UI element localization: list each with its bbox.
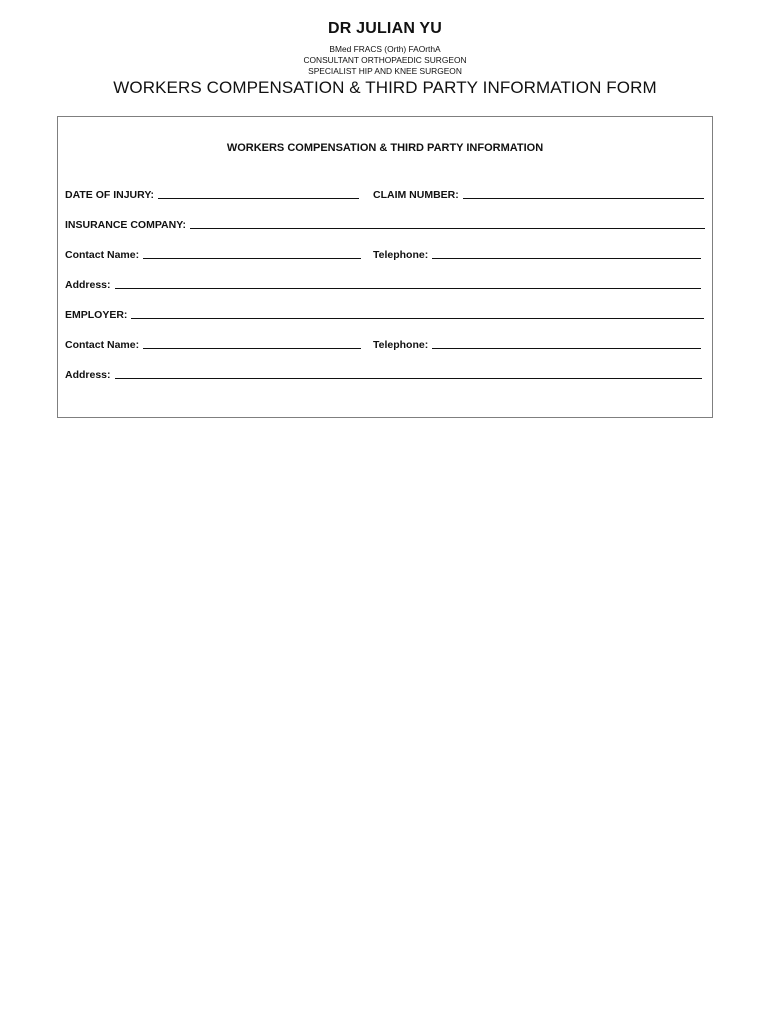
doctor-name: DR JULIAN YU bbox=[327, 20, 443, 37]
employer-label: EMPLOYER: bbox=[65, 309, 128, 321]
employer-address-label: Address: bbox=[65, 369, 111, 381]
employer-telephone-input[interactable] bbox=[432, 338, 701, 349]
credential-role: CONSULTANT ORTHOPAEDIC SURGEON bbox=[303, 55, 467, 65]
claim-number-label: CLAIM NUMBER: bbox=[373, 189, 459, 201]
insurance-company-field bbox=[65, 217, 705, 231]
form-section-title: WORKERS COMPENSATION & THIRD PARTY INFORMATION bbox=[226, 142, 544, 154]
employer-contact-name-label: Contact Name: bbox=[65, 339, 140, 351]
form-title: WORKERS COMPENSATION & THIRD PARTY INFORMATION FORM bbox=[113, 78, 657, 97]
credential-degrees: BMed FRACS (Orth) FAOrthA bbox=[329, 44, 441, 54]
date-of-injury-input[interactable] bbox=[158, 188, 359, 199]
insurer-address-label: Address: bbox=[65, 279, 111, 291]
employer-input[interactable] bbox=[131, 308, 704, 319]
employer-contact-name-input[interactable] bbox=[143, 338, 361, 349]
employer-address-input[interactable] bbox=[115, 368, 702, 379]
insurer-contact-name-input[interactable] bbox=[143, 248, 361, 259]
date-of-injury-field bbox=[65, 187, 359, 201]
insurance-company-label: INSURANCE COMPANY: bbox=[65, 219, 186, 231]
insurer-address-input[interactable] bbox=[115, 278, 701, 289]
employer-contact-name-field bbox=[65, 337, 361, 351]
employer-telephone-field bbox=[373, 337, 701, 351]
insurance-company-input[interactable] bbox=[190, 218, 705, 229]
insurer-address-field bbox=[65, 277, 701, 291]
credential-specialty: SPECIALIST HIP AND KNEE SURGEON bbox=[308, 66, 462, 76]
insurer-telephone-field bbox=[373, 247, 701, 261]
claim-number-input[interactable] bbox=[463, 188, 704, 199]
date-of-injury-label: DATE OF INJURY: bbox=[65, 189, 155, 201]
insurer-telephone-label: Telephone: bbox=[373, 249, 429, 261]
employer-telephone-label: Telephone: bbox=[373, 339, 429, 351]
information-form-box bbox=[57, 116, 713, 418]
employer-address-field bbox=[65, 367, 702, 381]
insurer-contact-name-label: Contact Name: bbox=[65, 249, 140, 261]
insurer-telephone-input[interactable] bbox=[432, 248, 701, 259]
claim-number-field bbox=[373, 187, 704, 201]
insurer-contact-name-field bbox=[65, 247, 361, 261]
employer-field bbox=[65, 307, 704, 321]
